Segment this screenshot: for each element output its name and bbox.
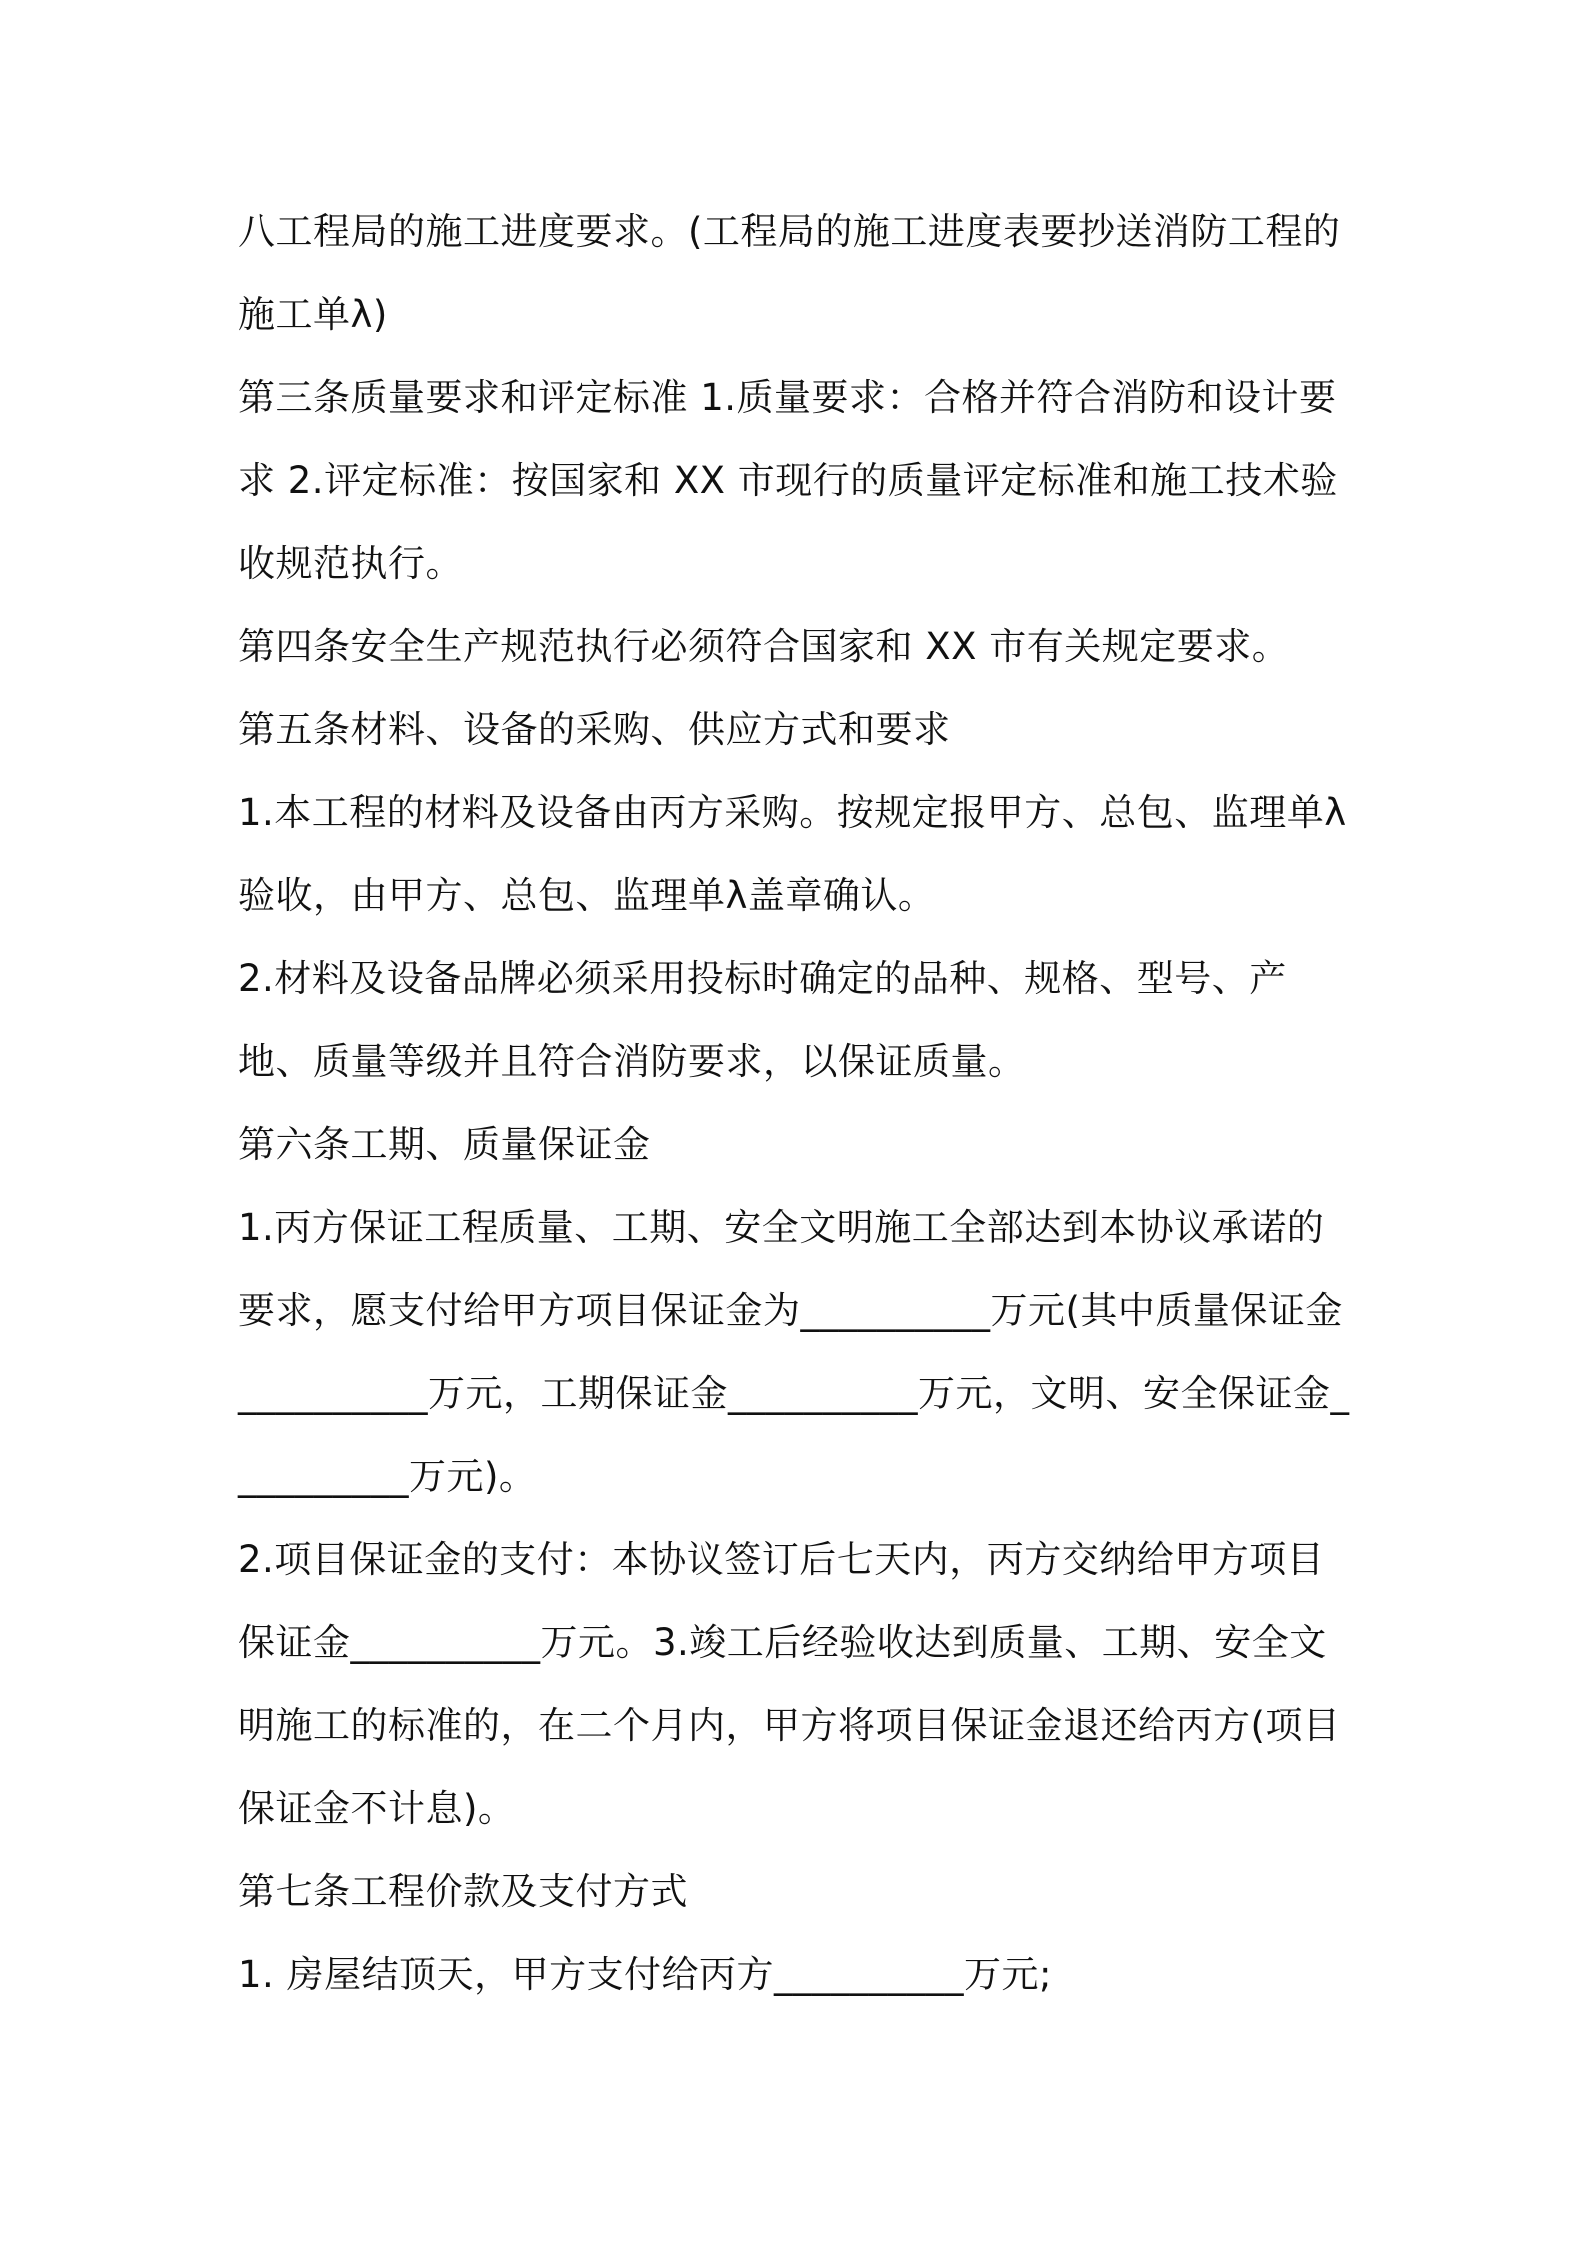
heading-article-7-payment: 第七条工程价款及支付方式 bbox=[238, 1870, 688, 1913]
document-body bbox=[238, 190, 1358, 2016]
paragraph-article-7-item-1: 1. 房屋结顶天，甲方支付给丙方__________万元; bbox=[238, 1953, 1053, 1996]
paragraph-article-6-item-1: 1.丙方保证工程质量、工期、安全文明施工全部达到本协议承诺的要求，愿支付给甲方项目保证金为__________万元(其中质量保证金__________万元，工期保证金__________万元，文明、安全保证金__________万元)。 bbox=[238, 1206, 1350, 1498]
heading-article-6-deposit: 第六条工期、质量保证金 bbox=[238, 1123, 651, 1166]
heading-article-5-materials: 第五条材料、设备的采购、供应方式和要求 bbox=[238, 708, 951, 751]
paragraph-schedule-requirement: 八工程局的施工进度要求。(工程局的施工进度表要抄送消防工程的施工单λ) bbox=[238, 210, 1341, 336]
paragraph-article-5-item-2: 2.材料及设备品牌必须采用投标时确定的品种、规格、型号、产地、质量等级并且符合消防要求，以保证质量。 bbox=[238, 957, 1287, 1083]
paragraph-article-5-item-1: 1.本工程的材料及设备由丙方采购。按规定报甲方、总包、监理单λ验收，由甲方、总包、监理单λ盖章确认。 bbox=[238, 791, 1347, 917]
paragraph-article-6-item-2: 2.项目保证金的支付：本协议签订后七天内，丙方交纳给甲方项目保证金__________万元。3.竣工后经验收达到质量、工期、安全文明施工的标准的，在二个月内，甲方将项目保证金退还给丙方(项目保证金不计息)。 bbox=[238, 1538, 1341, 1830]
paragraph-article-4-safety: 第四条安全生产规范执行必须符合国家和 XX 市有关规定要求。 bbox=[238, 625, 1290, 668]
paragraph-article-3-quality: 第三条质量要求和评定标准 1.质量要求：合格并符合消防和设计要求 2.评定标准：按国家和 XX 市现行的质量评定标准和施工技术验收规范执行。 bbox=[238, 376, 1338, 585]
